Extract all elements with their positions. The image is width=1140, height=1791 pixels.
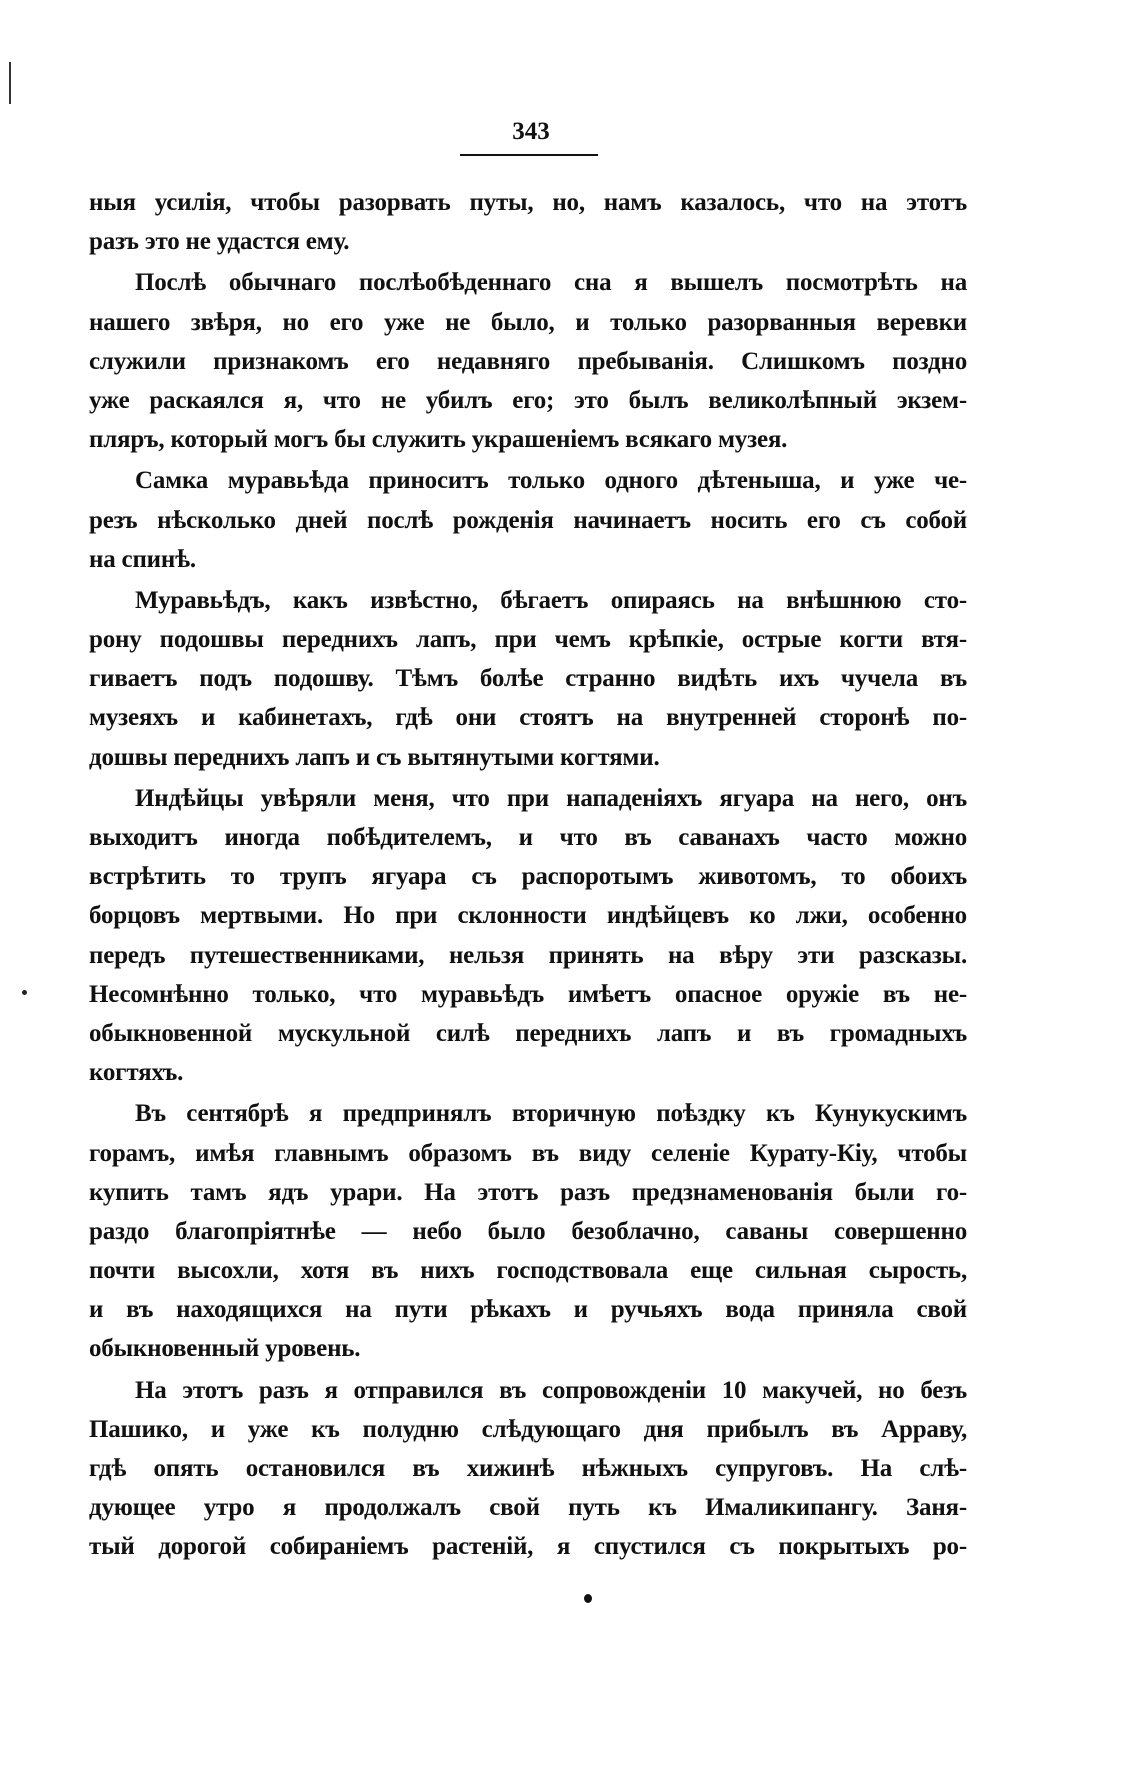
text-line: музеяхъ и кабинетахъ, гдѣ они стоятъ на внутренней сторонѣ по- [89,704,967,732]
text-line: Муравьѣдъ, какъ извѣстно, бѣгаетъ опираясь на внѣшнюю сто- [135,586,967,614]
scan-artifact-dot [584,1594,592,1603]
text-line: пляръ, который могъ бы служить украшеніемъ всякаго музея. [89,426,788,454]
text-line: Несомнѣнно только, что муравьѣдъ имѣетъ опасное оружіе въ не- [89,980,967,1008]
text-line: обыкновенный уровень. [89,1335,361,1363]
text-line: и въ находящихся на пути рѣкахъ и ручьяхъ вода приняла свой [89,1296,967,1324]
paragraph [89,183,967,261]
text-line: тый дорогой собираніемъ растеній, я спустился съ покрытыхъ ро- [89,1533,967,1561]
text-line: гиваетъ подъ подошву. Тѣмъ болѣе странно видѣть ихъ чучела въ [89,665,967,693]
paragraph [89,779,967,1093]
text-line: выходитъ иногда побѣдителемъ, и что въ саванахъ часто можно [89,824,967,851]
text-line: когтяхъ. [89,1059,184,1087]
text-line: На этотъ разъ я отправился въ сопровожденіи 10 макучей, но безъ [135,1376,967,1404]
body-text [89,183,967,1569]
text-line: почти высохли, хотя въ нихъ господствовала еще сильная сырость, [89,1257,967,1285]
text-line: гдѣ опять остановился въ хижинѣ нѣжныхъ супруговъ. На слѣ- [89,1455,967,1482]
text-line: раздо благопріятнѣе — небо было безоблачно, саваны совершенно [89,1217,967,1245]
text-line: служили признакомъ его недавняго пребыванія. Слишкомъ поздно [89,347,967,375]
text-line: купить тамъ ядъ урари. На этотъ разъ предзнаменованія были го- [89,1178,967,1206]
text-line: передъ путешественниками, нельзя принять на вѣру эти разсказы. [89,941,967,969]
text-line: борцовъ мертвыми. Но при склонности индѣйцевъ ко лжи, особенно [89,902,967,930]
paragraph [89,1371,967,1567]
paragraph [89,581,967,777]
text-line: Самка муравьѣда приноситъ только одного дѣтеныша, и уже че- [135,467,967,495]
text-line: встрѣтить то трупъ ягуара съ распоротымъ животомъ, то обоихъ [89,863,967,891]
text-line: обыкновенной мускульной силѣ переднихъ лапъ и въ громадныхъ [89,1019,967,1047]
text-line: на спинѣ. [89,545,196,573]
paragraph [89,1094,967,1368]
text-line: рону подошвы переднихъ лапъ, при чемъ крѣпкіе, острые когти втя- [89,626,967,654]
text-line: разъ это не удастся ему. [89,228,350,256]
text-line: резъ нѣсколько дней послѣ рожденія начинаетъ носить его съ собой [89,506,967,534]
text-line: уже раскаялся я, что не убилъ его; это былъ великолѣпный экзем- [89,386,967,414]
text-line: Пашико, и уже къ полудню слѣдующаго дня прибылъ въ Арраву, [89,1415,967,1443]
page-number: 343 [512,118,550,145]
paragraph [89,263,967,459]
scan-artifact-dot [22,990,27,995]
text-line: Въ сентябрѣ я предпринялъ вторичную поѣздку къ Кунукускимъ [135,1100,967,1128]
header-rule [460,154,598,156]
text-line: ныя усилія, чтобы разорвать путы, но, намъ казалось, что на этотъ [89,189,967,216]
paragraph [89,461,967,579]
text-line: дующее утро я продолжалъ свой путь къ Ималикипангу. Заня- [89,1494,967,1522]
text-line: Послѣ обычнаго послѣобѣденнаго сна я вышелъ посмотрѣть на [135,269,967,297]
text-line: нашего звѣря, но его уже не было, и только разорванныя веревки [89,308,967,336]
text-line: дошвы переднихъ лапъ и съ вытянутыми когтями. [89,743,660,771]
text-line: Индѣйцы увѣряли меня, что при нападеніяхъ ягуара на него, онъ [135,784,967,812]
scan-artifact-mark [9,62,11,104]
text-line: горамъ, имѣя главнымъ образомъ въ виду селеніе Курату-Кіу, чтобы [89,1139,967,1167]
